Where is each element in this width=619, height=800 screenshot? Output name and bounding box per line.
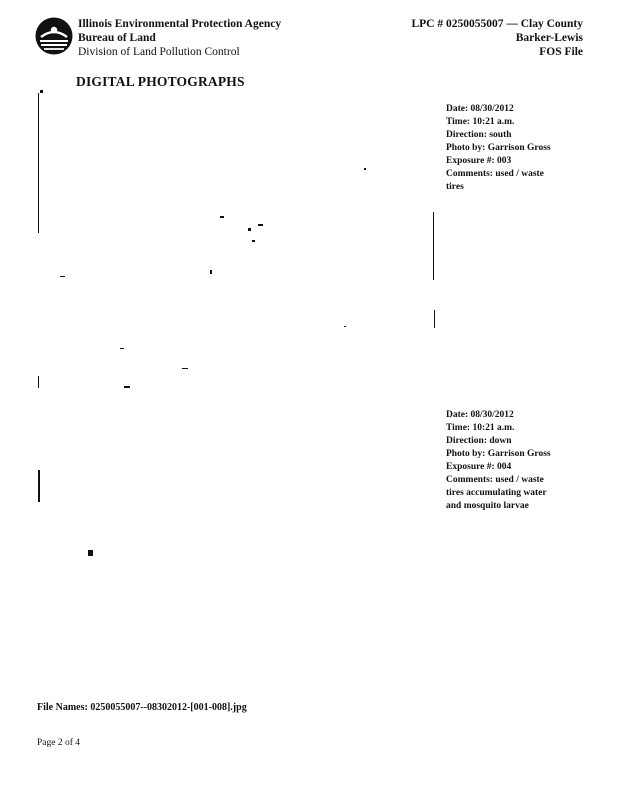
- division-name: Division of Land Pollution Control: [78, 46, 240, 58]
- file-type: FOS File: [539, 46, 583, 58]
- photo-1-date: Date: 08/30/2012: [446, 104, 514, 114]
- photo-1-caption: [446, 103, 596, 194]
- photo-2-date: Date: 08/30/2012: [446, 410, 514, 420]
- photo-1-time: Time: 10:21 a.m.: [446, 117, 515, 127]
- photo-1-comments-line1: Comments: used / waste: [446, 169, 544, 179]
- photo-2-comments-line1: Comments: used / waste: [446, 475, 544, 485]
- photo-2-comments-line2: tires accumulating water: [446, 488, 547, 498]
- photo-1-direction: Direction: south: [446, 130, 512, 140]
- photo-1-exposure: Exposure #: 003: [446, 156, 512, 166]
- site-block: [411, 17, 583, 59]
- agency-block: [78, 17, 281, 59]
- photo-2-direction: Direction: down: [446, 436, 512, 446]
- photo-2-time: Time: 10:21 a.m.: [446, 423, 515, 433]
- file-names: File Names: 0250055007--08302012-[001-008].jpg: [37, 702, 247, 713]
- agency-name: Illinois Environmental Protection Agency: [78, 18, 282, 30]
- illinois-epa-seal-icon: [34, 16, 74, 56]
- photo-1-comments-line2: tires: [446, 182, 464, 192]
- photo-1-photographer: Photo by: Garrison Gross: [446, 143, 551, 153]
- photo-2-comments-line3: and mosquito larvae: [446, 501, 529, 511]
- photo-2-exposure: Exposure #: 004: [446, 462, 512, 472]
- lpc-number: LPC # 0250055007 — Clay County: [411, 18, 583, 30]
- page-number: Page 2 of 4: [37, 738, 81, 748]
- photo-2-photographer: Photo by: Garrison Gross: [446, 449, 551, 459]
- site-name: Barker-Lewis: [515, 32, 583, 44]
- bureau-name: Bureau of Land: [78, 32, 156, 44]
- page-title: DIGITAL PHOTOGRAPHS: [76, 74, 245, 89]
- photo-2-caption: [446, 409, 596, 513]
